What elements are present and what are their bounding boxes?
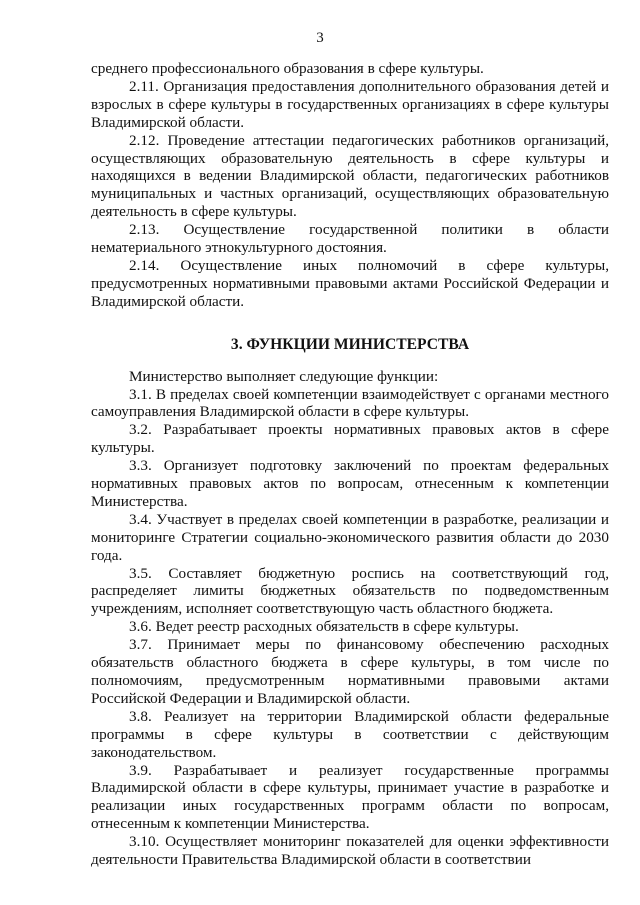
paragraph-3-9: 3.9. Разрабатывает и реализует государственные программы Владимирской области в сфере культуры, принимает участие в разработке и реализации иных государственных программ области по вопросам, отнесенным к компетенции Министерства. xyxy=(91,761,609,833)
intro-paragraph: Министерство выполняет следующие функции: xyxy=(129,367,439,385)
paragraph-3-10: 3.10. Осуществляет мониторинг показателей для оценки эффективности деятельности Правительства Владимирской области в соответствии xyxy=(91,833,609,869)
section-heading: 3. ФУНКЦИИ МИНИСТЕРСТВА xyxy=(230,335,470,353)
paragraph-2-10-continuation: среднего профессионального образования в сфере культуры. xyxy=(91,60,484,77)
paragraph-3-2: 3.2. Разрабатывает проекты нормативных правовых актов в сфере культуры. xyxy=(91,421,609,457)
paragraph-3-1: 3.1. В пределах своей компетенции взаимодействует с органами местного самоуправления Владимирской области в сфере культуры. xyxy=(91,385,609,421)
paragraph-2-13: 2.13. Осуществление государственной политики в области нематериального этнокультурного достояния. xyxy=(91,221,609,257)
document-body xyxy=(91,60,609,869)
paragraph-2-12: 2.12. Проведение аттестации педагогических работников организаций, осуществляющих образовательную деятельность в сфере культуры и находящихся в ведении Владимирской области, педагогических работников муниципальных и частных организаций, осуществляющих образовательную деятельность в сфере культуры. xyxy=(91,131,609,221)
paragraph-3-4: 3.4. Участвует в пределах своей компетенции в разработке, реализации и мониторинге Стратегии социально-экономического развития области до 2030 года. xyxy=(91,510,609,564)
paragraph-2-11: 2.11. Организация предоставления дополнительного образования детей и взрослых в сфере культуры в государственных организациях в сфере культуры Владимирской области. xyxy=(91,77,609,131)
paragraph-3-8: 3.8. Реализует на территории Владимирской области федеральные программы в сфере культуры в соответствии с действующим законодательством. xyxy=(91,707,609,761)
paragraph-3-3: 3.3. Организует подготовку заключений по проектам федеральных нормативных правовых актов по вопросам, отнесенным к компетенции Министерства. xyxy=(91,457,609,510)
page-number: 3 xyxy=(316,30,324,46)
paragraph-3-6: 3.6. Ведет реестр расходных обязательств в сфере культуры. xyxy=(129,618,519,636)
paragraph-3-7: 3.7. Принимает меры по финансовому обеспечению расходных обязательств областного бюджета в сфере культуры, в том числе по полномочиям, предусмотренным нормативными правовыми актами Российской Федерации и Владимирской области. xyxy=(91,636,609,707)
paragraph-3-5: 3.5. Составляет бюджетную роспись на соответствующий год, распределяет лимиты бюджетных обязательств по подведомственным учреждениям, исполняет соответствующую часть областного бюджета. xyxy=(91,564,609,618)
paragraph-2-14: 2.14. Осуществление иных полномочий в сфере культуры, предусмотренных нормативными правовыми актами Российской Федерации и Владимирской области. xyxy=(91,256,609,310)
